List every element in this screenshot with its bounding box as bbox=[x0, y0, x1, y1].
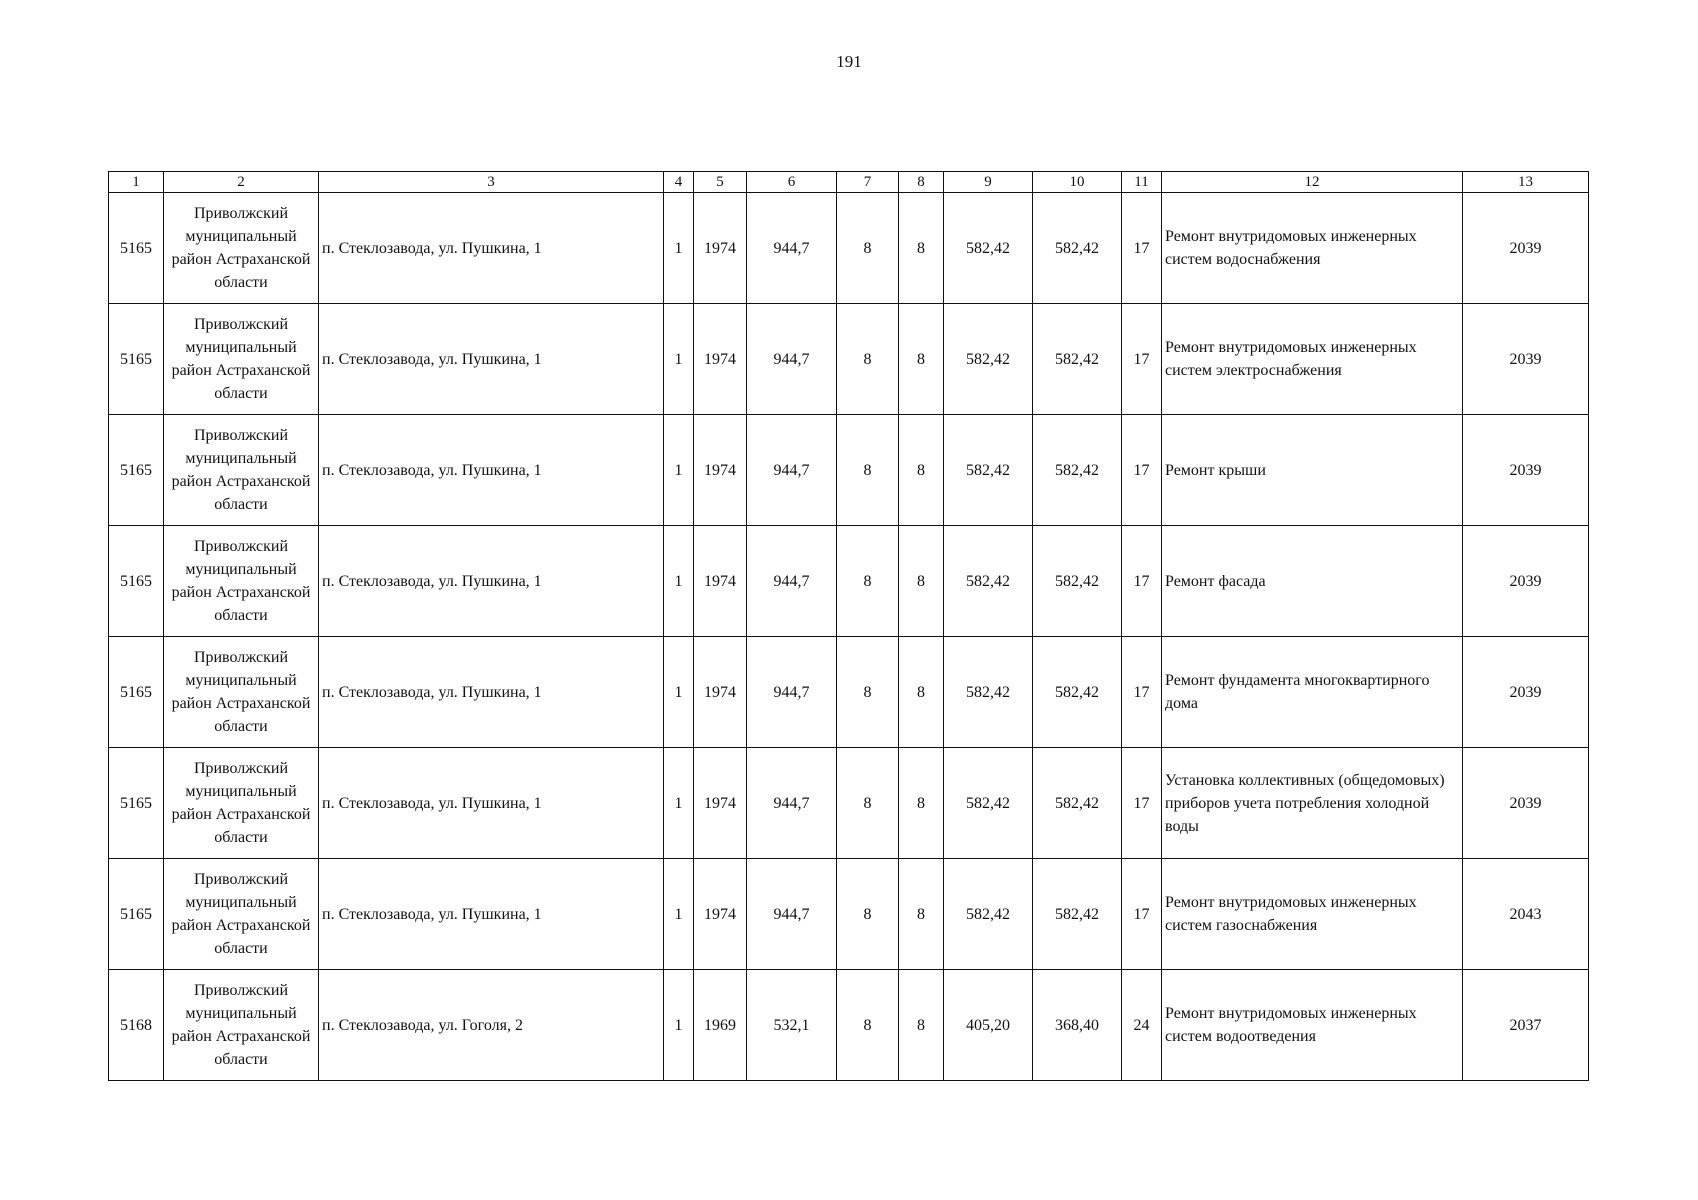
column-header: 5 bbox=[694, 172, 747, 193]
column-header: 9 bbox=[944, 172, 1033, 193]
cell-district: Приволжский муниципальный район Астраханской области bbox=[164, 526, 319, 637]
cell-area-9: 582,42 bbox=[944, 415, 1033, 526]
cell-address: п. Стеклозавода, ул. Гоголя, 2 bbox=[319, 970, 664, 1081]
cell-col-11: 17 bbox=[1122, 526, 1162, 637]
column-header: 6 bbox=[747, 172, 837, 193]
cell-area-10: 582,42 bbox=[1033, 304, 1122, 415]
cell-district: Приволжский муниципальный район Астраханской области bbox=[164, 970, 319, 1081]
cell-record-number: 5165 bbox=[109, 859, 164, 970]
cell-district: Приволжский муниципальный район Астраханской области bbox=[164, 859, 319, 970]
cell-col-4: 1 bbox=[664, 526, 694, 637]
cell-planned-year: 2039 bbox=[1463, 193, 1589, 304]
cell-col-4: 1 bbox=[664, 970, 694, 1081]
cell-col-4: 1 bbox=[664, 415, 694, 526]
cell-col-7: 8 bbox=[837, 970, 899, 1081]
cell-col-7: 8 bbox=[837, 637, 899, 748]
column-header: 3 bbox=[319, 172, 664, 193]
cell-col-11: 17 bbox=[1122, 637, 1162, 748]
page-number: 191 bbox=[836, 52, 862, 71]
cell-total-area: 944,7 bbox=[747, 859, 837, 970]
cell-total-area: 944,7 bbox=[747, 304, 837, 415]
cell-area-9: 405,20 bbox=[944, 970, 1033, 1081]
column-header: 7 bbox=[837, 172, 899, 193]
cell-col-7: 8 bbox=[837, 748, 899, 859]
cell-col-8: 8 bbox=[899, 193, 944, 304]
cell-work-type: Ремонт внутридомовых инженерных систем электроснабжения bbox=[1162, 304, 1463, 415]
cell-planned-year: 2039 bbox=[1463, 415, 1589, 526]
table-row bbox=[109, 859, 1589, 970]
cell-col-7: 8 bbox=[837, 526, 899, 637]
cell-year: 1974 bbox=[694, 859, 747, 970]
cell-col-11: 17 bbox=[1122, 859, 1162, 970]
column-header: 8 bbox=[899, 172, 944, 193]
cell-area-10: 582,42 bbox=[1033, 859, 1122, 970]
cell-col-11: 17 bbox=[1122, 748, 1162, 859]
column-header: 1 bbox=[109, 172, 164, 193]
cell-total-area: 944,7 bbox=[747, 637, 837, 748]
cell-col-7: 8 bbox=[837, 304, 899, 415]
table-row bbox=[109, 526, 1589, 637]
cell-planned-year: 2039 bbox=[1463, 304, 1589, 415]
column-header: 12 bbox=[1162, 172, 1463, 193]
cell-col-8: 8 bbox=[899, 526, 944, 637]
cell-record-number: 5165 bbox=[109, 193, 164, 304]
cell-address: п. Стеклозавода, ул. Пушкина, 1 bbox=[319, 859, 664, 970]
cell-work-type: Установка коллективных (общедомовых) приборов учета потребления холодной воды bbox=[1162, 748, 1463, 859]
cell-address: п. Стеклозавода, ул. Пушкина, 1 bbox=[319, 193, 664, 304]
cell-district: Приволжский муниципальный район Астраханской области bbox=[164, 304, 319, 415]
capital-repair-table bbox=[108, 171, 1589, 1081]
cell-record-number: 5165 bbox=[109, 748, 164, 859]
cell-total-area: 944,7 bbox=[747, 526, 837, 637]
cell-col-11: 24 bbox=[1122, 970, 1162, 1081]
table-row bbox=[109, 637, 1589, 748]
cell-col-11: 17 bbox=[1122, 415, 1162, 526]
cell-area-10: 582,42 bbox=[1033, 193, 1122, 304]
cell-col-11: 17 bbox=[1122, 304, 1162, 415]
column-header: 2 bbox=[164, 172, 319, 193]
cell-record-number: 5165 bbox=[109, 637, 164, 748]
cell-total-area: 944,7 bbox=[747, 415, 837, 526]
column-header: 11 bbox=[1122, 172, 1162, 193]
cell-area-10: 582,42 bbox=[1033, 526, 1122, 637]
cell-area-9: 582,42 bbox=[944, 748, 1033, 859]
table-row bbox=[109, 970, 1589, 1081]
cell-area-9: 582,42 bbox=[944, 526, 1033, 637]
cell-area-9: 582,42 bbox=[944, 637, 1033, 748]
cell-work-type: Ремонт фасада bbox=[1162, 526, 1463, 637]
cell-total-area: 532,1 bbox=[747, 970, 837, 1081]
cell-year: 1974 bbox=[694, 304, 747, 415]
cell-col-8: 8 bbox=[899, 859, 944, 970]
cell-col-8: 8 bbox=[899, 748, 944, 859]
cell-address: п. Стеклозавода, ул. Пушкина, 1 bbox=[319, 637, 664, 748]
cell-col-7: 8 bbox=[837, 415, 899, 526]
cell-district: Приволжский муниципальный район Астраханской области bbox=[164, 415, 319, 526]
cell-year: 1969 bbox=[694, 970, 747, 1081]
cell-planned-year: 2039 bbox=[1463, 748, 1589, 859]
cell-work-type: Ремонт фундамента многоквартирного дома bbox=[1162, 637, 1463, 748]
cell-address: п. Стеклозавода, ул. Пушкина, 1 bbox=[319, 304, 664, 415]
cell-year: 1974 bbox=[694, 637, 747, 748]
cell-total-area: 944,7 bbox=[747, 193, 837, 304]
cell-planned-year: 2043 bbox=[1463, 859, 1589, 970]
cell-address: п. Стеклозавода, ул. Пушкина, 1 bbox=[319, 526, 664, 637]
cell-planned-year: 2037 bbox=[1463, 970, 1589, 1081]
cell-area-10: 582,42 bbox=[1033, 415, 1122, 526]
cell-district: Приволжский муниципальный район Астраханской области bbox=[164, 637, 319, 748]
cell-address: п. Стеклозавода, ул. Пушкина, 1 bbox=[319, 748, 664, 859]
cell-col-8: 8 bbox=[899, 970, 944, 1081]
cell-planned-year: 2039 bbox=[1463, 637, 1589, 748]
cell-district: Приволжский муниципальный район Астраханской области bbox=[164, 748, 319, 859]
cell-work-type: Ремонт внутридомовых инженерных систем водоотведения bbox=[1162, 970, 1463, 1081]
cell-year: 1974 bbox=[694, 748, 747, 859]
cell-district: Приволжский муниципальный район Астраханской области bbox=[164, 193, 319, 304]
cell-col-8: 8 bbox=[899, 304, 944, 415]
cell-area-9: 582,42 bbox=[944, 304, 1033, 415]
cell-col-4: 1 bbox=[664, 637, 694, 748]
table-header-row bbox=[109, 172, 1589, 193]
cell-col-7: 8 bbox=[837, 193, 899, 304]
cell-record-number: 5165 bbox=[109, 415, 164, 526]
cell-record-number: 5165 bbox=[109, 526, 164, 637]
cell-address: п. Стеклозавода, ул. Пушкина, 1 bbox=[319, 415, 664, 526]
cell-col-11: 17 bbox=[1122, 193, 1162, 304]
column-header: 4 bbox=[664, 172, 694, 193]
table-row bbox=[109, 304, 1589, 415]
column-header: 10 bbox=[1033, 172, 1122, 193]
column-header: 13 bbox=[1463, 172, 1589, 193]
cell-record-number: 5165 bbox=[109, 304, 164, 415]
cell-col-8: 8 bbox=[899, 637, 944, 748]
cell-work-type: Ремонт внутридомовых инженерных систем водоснабжения bbox=[1162, 193, 1463, 304]
cell-year: 1974 bbox=[694, 193, 747, 304]
cell-year: 1974 bbox=[694, 526, 747, 637]
cell-record-number: 5168 bbox=[109, 970, 164, 1081]
table-row bbox=[109, 748, 1589, 859]
cell-col-8: 8 bbox=[899, 415, 944, 526]
cell-year: 1974 bbox=[694, 415, 747, 526]
cell-col-4: 1 bbox=[664, 304, 694, 415]
cell-col-4: 1 bbox=[664, 748, 694, 859]
cell-col-4: 1 bbox=[664, 193, 694, 304]
cell-area-10: 368,40 bbox=[1033, 970, 1122, 1081]
cell-total-area: 944,7 bbox=[747, 748, 837, 859]
cell-col-4: 1 bbox=[664, 859, 694, 970]
table-row bbox=[109, 415, 1589, 526]
cell-area-9: 582,42 bbox=[944, 193, 1033, 304]
cell-work-type: Ремонт внутридомовых инженерных систем газоснабжения bbox=[1162, 859, 1463, 970]
cell-col-7: 8 bbox=[837, 859, 899, 970]
cell-area-10: 582,42 bbox=[1033, 637, 1122, 748]
cell-area-9: 582,42 bbox=[944, 859, 1033, 970]
cell-planned-year: 2039 bbox=[1463, 526, 1589, 637]
cell-work-type: Ремонт крыши bbox=[1162, 415, 1463, 526]
table-row bbox=[109, 193, 1589, 304]
cell-area-10: 582,42 bbox=[1033, 748, 1122, 859]
